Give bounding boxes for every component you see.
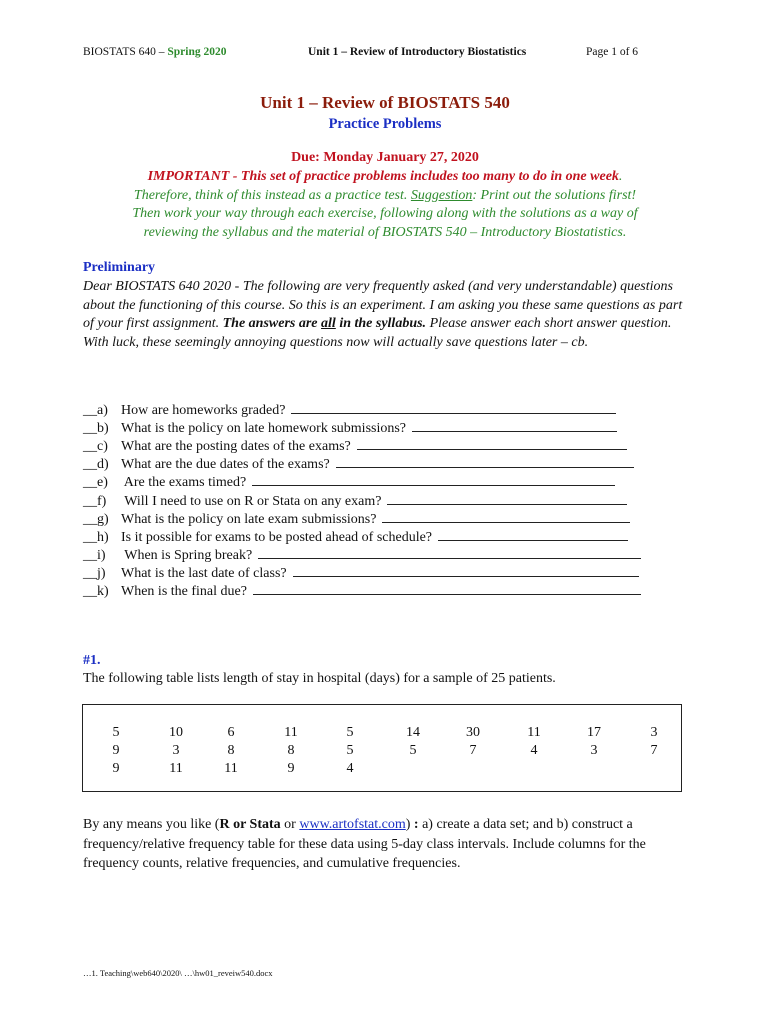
table-cell: 8 bbox=[227, 743, 235, 758]
artofstat-link[interactable]: www.artofstat.com bbox=[299, 817, 406, 832]
question-label: __g) bbox=[83, 511, 109, 527]
question-text: What is the policy on late exam submissions? bbox=[121, 511, 377, 527]
table-cell: 14 bbox=[406, 725, 420, 740]
question-row bbox=[83, 419, 617, 437]
header-page-number: Page 1 of 6 bbox=[586, 46, 639, 58]
length-of-stay-table bbox=[82, 704, 682, 792]
table-cell: 5 bbox=[346, 743, 354, 758]
table-cell: 8 bbox=[287, 743, 295, 758]
question-text: When is Spring break? bbox=[121, 547, 253, 563]
question-label: __f) bbox=[83, 493, 107, 509]
course-label: BIOSTATS 640 – bbox=[83, 46, 165, 58]
question-row bbox=[83, 564, 639, 582]
important-suggestion: Suggestion bbox=[410, 187, 473, 203]
problem-1-intro: The following table lists length of stay in hospital (days) for a sample of 25 patients. bbox=[83, 671, 556, 686]
table-cell: 7 bbox=[650, 743, 658, 758]
table-cell bbox=[514, 760, 554, 778]
answer-blank-line[interactable] bbox=[291, 401, 616, 414]
table-column bbox=[514, 724, 554, 778]
table-column bbox=[634, 724, 674, 778]
table-cell: 3 bbox=[172, 743, 180, 758]
table-cell: 9 bbox=[287, 761, 295, 776]
due-date: Due: Monday January 27, 2020 bbox=[291, 150, 479, 165]
page-title: Unit 1 – Review of BIOSTATS 540 bbox=[260, 93, 510, 112]
table-column bbox=[271, 724, 311, 778]
answer-blank-line[interactable] bbox=[253, 582, 641, 595]
footer-path: …1. Teaching\web640\2020\ …\hw01_reveiw540.docx bbox=[83, 968, 273, 978]
important-line4: reviewing the syllabus and the material of BIOSTATS 540 – Introductory Biostatistics. bbox=[143, 224, 627, 240]
answer-blank-line[interactable] bbox=[336, 455, 634, 468]
question-text: What is the last date of class? bbox=[121, 565, 287, 581]
answer-blank-line[interactable] bbox=[252, 473, 615, 486]
answer-blank-line[interactable] bbox=[357, 437, 627, 450]
preliminary-bold-b: in the syllabus. bbox=[335, 316, 427, 332]
table-cell: 5 bbox=[112, 725, 120, 740]
preliminary-text2: Please answer each short answer question. With luck, these seemingly annoying questions now will actually save questions later – cb. bbox=[83, 316, 672, 351]
question-text: When is the final due? bbox=[121, 584, 247, 599]
important-lead: IMPORTANT - This set of practice problems includes too many to do in one week bbox=[147, 169, 619, 184]
question-text: What are the due dates of the exams? bbox=[121, 457, 330, 473]
table-cell: 6 bbox=[227, 725, 235, 740]
question-label: __c) bbox=[83, 439, 108, 455]
question-row bbox=[83, 510, 630, 528]
question-row bbox=[83, 455, 634, 473]
question-text: Is it possible for exams to be posted ahead of schedule? bbox=[121, 529, 433, 545]
instructions-colon: : bbox=[413, 817, 419, 832]
instructions-text-d: a) create a data set; and b) construct a frequency/relative frequency table for these data using 5-day class intervals. Include columns for the frequency counts, relative frequencies, and cumulative frequencies. bbox=[83, 817, 646, 871]
table-cell: 30 bbox=[466, 725, 480, 740]
table-cell: 4 bbox=[530, 743, 538, 758]
question-row bbox=[83, 546, 641, 564]
header-course bbox=[83, 46, 227, 58]
table-column bbox=[453, 724, 493, 778]
table-cell: 9 bbox=[112, 743, 120, 758]
table-column bbox=[96, 724, 136, 778]
table-cell: 7 bbox=[469, 743, 477, 758]
semester-label: Spring 2020 bbox=[167, 46, 227, 58]
question-label: __j) bbox=[83, 565, 106, 581]
question-row bbox=[83, 473, 615, 491]
table-cell: 11 bbox=[224, 761, 238, 776]
preliminary-bold-a: The answers are bbox=[222, 316, 322, 332]
problem-1-instructions bbox=[83, 815, 693, 874]
important-notice bbox=[0, 168, 770, 242]
preliminary-text1: Dear BIOSTATS 640 2020 - The following are very frequently asked (and very understandable) questions about the functioning of this course. So this is an experiment. I am asking you these same questions as part of your first assignment. bbox=[83, 279, 683, 332]
question-label: __k) bbox=[83, 584, 109, 599]
preliminary-text bbox=[83, 278, 683, 353]
page-subtitle: Practice Problems bbox=[328, 116, 442, 132]
instructions-bold: R or Stata bbox=[219, 817, 281, 832]
table-cell bbox=[453, 760, 493, 778]
important-line2b: : Print out the solutions first! bbox=[472, 187, 637, 203]
table-cell: 11 bbox=[284, 725, 298, 740]
question-label: __b) bbox=[83, 421, 109, 437]
problem-1-heading: #1. bbox=[83, 653, 101, 668]
header-unit-title: Unit 1 – Review of Introductory Biostatistics bbox=[308, 46, 527, 58]
question-label: __i) bbox=[83, 547, 106, 563]
question-label: __e) bbox=[83, 475, 108, 491]
question-text: Will I need to use on R or Stata on any exam? bbox=[121, 493, 382, 509]
table-column bbox=[156, 724, 196, 778]
table-cell bbox=[393, 760, 433, 778]
question-label: __d) bbox=[83, 457, 109, 473]
question-text: What is the policy on late homework submissions? bbox=[121, 421, 407, 437]
table-cell bbox=[634, 760, 674, 778]
question-row bbox=[83, 437, 627, 455]
answer-blank-line[interactable] bbox=[382, 510, 630, 523]
instructions-text-c: ) bbox=[405, 817, 414, 832]
question-text: Are the exams timed? bbox=[121, 475, 247, 491]
table-column bbox=[330, 724, 370, 778]
question-text: What are the posting dates of the exams? bbox=[121, 439, 351, 455]
instructions-text-a: By any means you like ( bbox=[83, 817, 220, 832]
question-row bbox=[83, 582, 641, 600]
important-line3: Then work your way through each exercise, following along with the solutions as a way of bbox=[132, 206, 638, 221]
table-cell bbox=[574, 760, 614, 778]
answer-blank-line[interactable] bbox=[293, 564, 639, 577]
table-cell: 5 bbox=[409, 743, 417, 758]
question-row bbox=[83, 401, 616, 419]
table-column bbox=[211, 724, 251, 778]
instructions-text-b: or bbox=[280, 817, 300, 832]
table-cell: 4 bbox=[346, 761, 354, 776]
question-text: How are homeworks graded? bbox=[121, 403, 286, 418]
table-cell: 11 bbox=[527, 725, 541, 740]
table-cell: 17 bbox=[587, 725, 601, 740]
question-label: __a) bbox=[83, 403, 108, 418]
table-cell: 5 bbox=[346, 725, 354, 740]
answer-blank-line[interactable] bbox=[412, 419, 617, 432]
table-cell: 3 bbox=[590, 743, 598, 758]
important-period: . bbox=[618, 169, 623, 184]
important-line2a: Therefore, think of this instead as a practice test. bbox=[133, 187, 411, 203]
table-column bbox=[393, 724, 433, 778]
preliminary-heading: Preliminary bbox=[83, 260, 156, 275]
table-column bbox=[574, 724, 614, 778]
table-cell: 11 bbox=[169, 761, 183, 776]
preliminary-bold-all: all bbox=[321, 316, 336, 332]
table-cell: 3 bbox=[650, 725, 658, 740]
question-row bbox=[83, 492, 627, 510]
table-cell: 10 bbox=[169, 725, 183, 740]
table-cell: 9 bbox=[112, 761, 120, 776]
question-row bbox=[83, 528, 628, 546]
answer-blank-line[interactable] bbox=[258, 546, 641, 559]
answer-blank-line[interactable] bbox=[438, 528, 628, 541]
answer-blank-line[interactable] bbox=[387, 492, 627, 505]
question-label: __h) bbox=[83, 529, 109, 545]
